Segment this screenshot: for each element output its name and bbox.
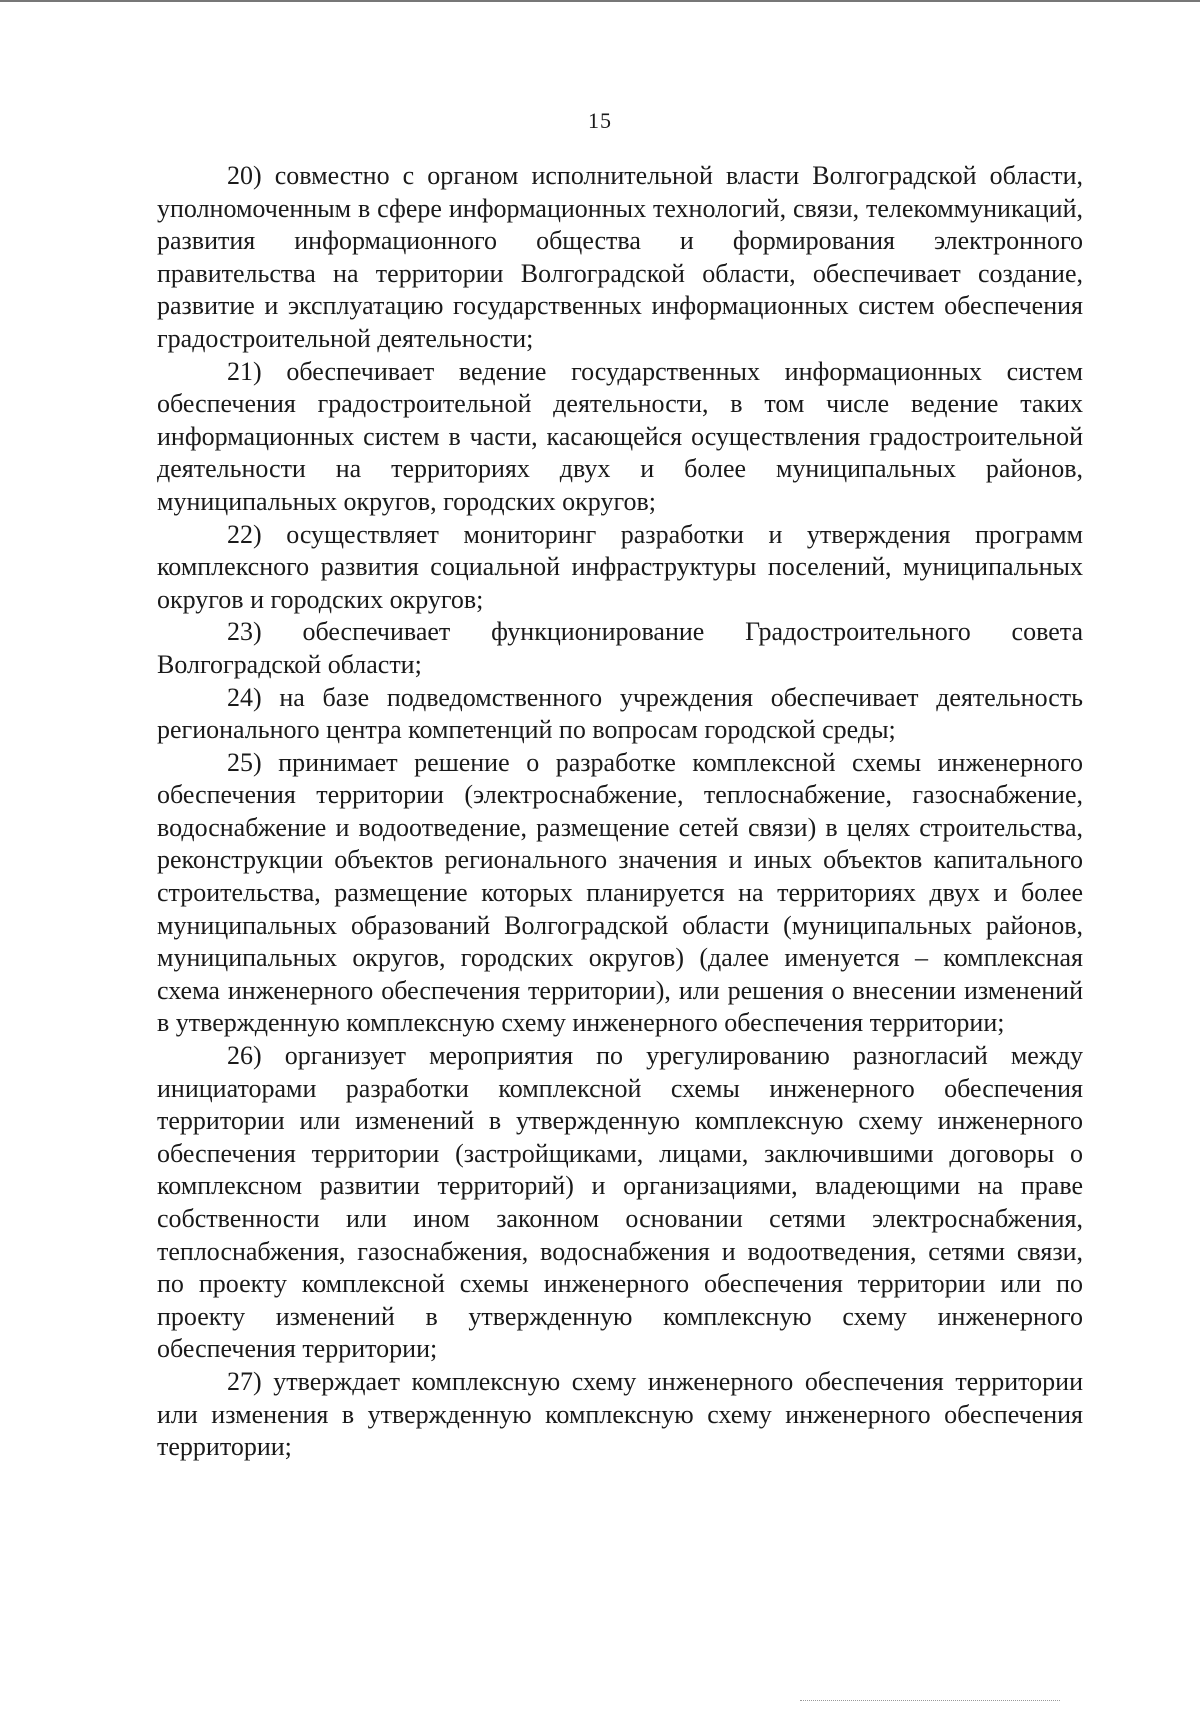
paragraph-23: 23) обеспечивает функционирование Градостроительного совета Волгоградской области; (157, 617, 1083, 679)
scan-top-edge (0, 0, 1200, 2)
scan-bottom-edge (800, 1700, 1060, 1702)
document-body (157, 160, 1083, 1464)
paragraph-20: 20) совместно с органом исполнительной власти Волгоградской области, уполномоченным в сфере информационных технологий, связи, телекоммуникаций, развития информационного общества и формирования электронного правительства на территории Волгоградской области, обеспечивает создание, развитие и эксплуатацию государственных информационных систем обеспечения градостроительной деятельности; (157, 161, 1083, 353)
paragraph-22: 22) осуществляет мониторинг разработки и утверждения программ комплексного развития социальной инфраструктуры поселений, муниципальных округов и городских округов; (157, 519, 1083, 614)
paragraph-25: 25) принимает решение о разработке комплексной схемы инженерного обеспечения территории (электроснабжение, теплоснабжение, газоснабжение, водоснабжение и водоотведение, размещение сетей связи) в целях строительства, реконструкции объектов регионального значения и иных объектов капитального строительства, размещение которых планируется на территориях двух и более муниципальных образований Волгоградской области (муниципальных районов, муниципальных округов, городских округов) (далее именуется – комплексная схема инженерного обеспечения территории), или решения о внесении изменений в утвержденную комплексную схему инженерного обеспечения территории; (157, 747, 1083, 1038)
paragraph-27: 27) утверждает комплексную схему инженерного обеспечения территории или изменения в утвержденную комплексную схему инженерного обеспечения территории; (157, 1366, 1083, 1462)
paragraph-21: 21) обеспечивает ведение государственных информационных систем обеспечения градостроительной деятельности, в том числе ведение таких информационных систем в части, касающейся осуществления градостроительной деятельности на территориях двух и более муниципальных районов, муниципальных округов, городских округов; (157, 356, 1083, 516)
paragraph-24: 24) на базе подведомственного учреждения обеспечивает деятельность регионального центра компетенций по вопросам городской среды; (157, 682, 1083, 745)
paragraph-26: 26) организует мероприятия по урегулированию разногласий между инициаторами разработки комплексной схемы инженерного обеспечения территории или изменений в утвержденную комплексную схему инженерного обеспечения территории (застройщиками, лицами, заключившими договоры о комплексном развитии территорий) и организациями, владеющими на праве собственности или ином законном основании сетями электроснабжения, теплоснабжения, газоснабжения, водоснабжения и водоотведения, сетями связи, по проекту комплексной схемы инженерного обеспечения территории или по проекту изменений в утвержденную комплексную схему инженерного обеспечения территории; (157, 1041, 1083, 1364)
page-number: 15 (588, 108, 612, 133)
